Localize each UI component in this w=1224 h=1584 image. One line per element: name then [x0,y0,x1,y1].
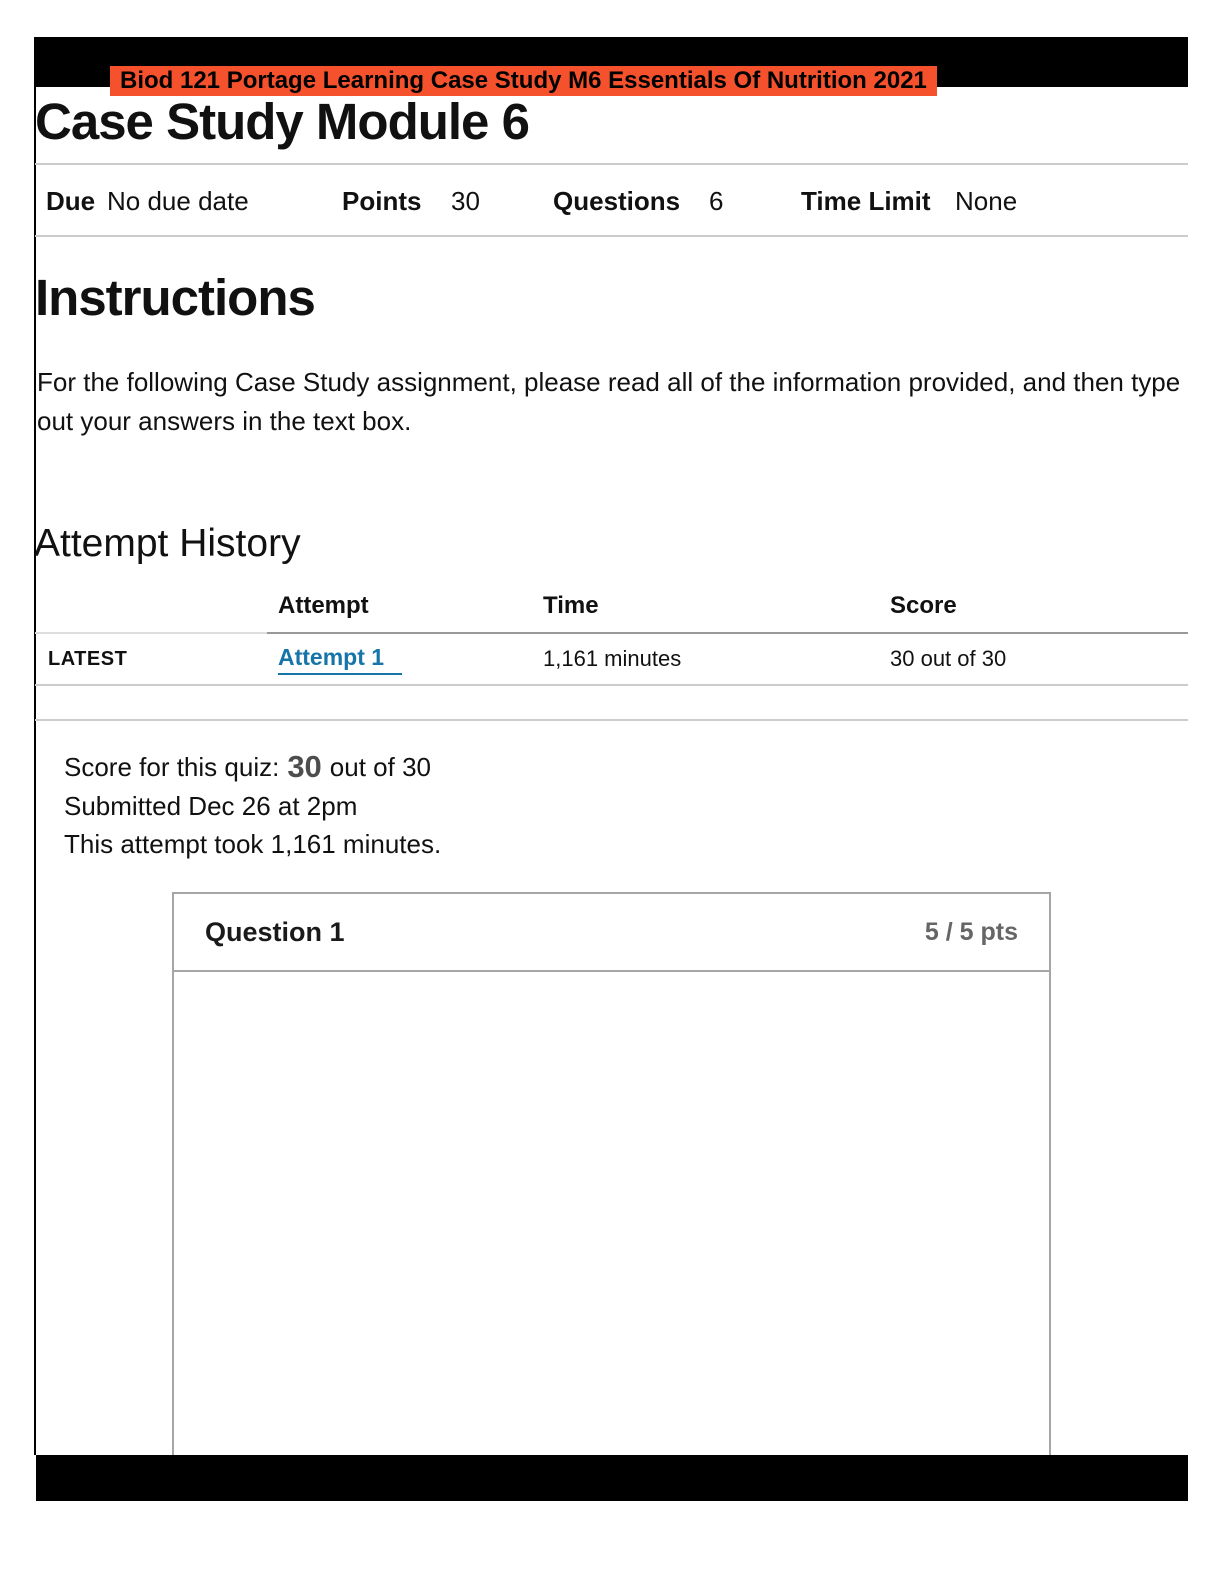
latest-attempt-tag: LATEST [48,648,128,670]
points-label: Points [342,186,422,216]
table-row-divider [35,684,1188,686]
attempt-history-heading: Attempt History [34,522,301,565]
question-1-box [172,892,1051,1455]
submitted-line: Submitted Dec 26 at 2pm [64,791,358,821]
document-title-highlight: Biod 121 Portage Learning Case Study M6 Essentials Of Nutrition 2021 [110,66,937,96]
due-label: Due [46,186,96,216]
column-header-time: Time [543,592,599,619]
attempt-time-value: 1,161 minutes [543,646,682,671]
quiz-score-line [64,748,431,784]
attempt-1-link[interactable]: Attempt 1 [278,644,402,675]
bottom-scan-bar [36,1455,1188,1501]
question-1-header [174,894,1049,972]
divider-top [35,163,1188,165]
instructions-heading: Instructions [35,269,315,326]
page-left-border [34,37,36,1455]
section-divider [35,719,1188,721]
questions-label: Questions [553,186,681,216]
score-value: 30 [287,749,322,784]
column-header-score: Score [890,592,957,619]
question-1-body [174,972,1049,1453]
instructions-text: For the following Case Study assignment, please read all of the information provided, and then type out your answers in the text box. [37,367,1181,436]
time-limit-label: Time Limit [801,186,931,216]
question-1-title: Question 1 [205,916,345,947]
table-header-underline-dark [267,632,1188,634]
points-value: 30 [451,186,480,216]
assignment-meta-row [0,186,1224,218]
questions-value: 6 [709,186,724,216]
divider-meta [35,235,1188,237]
time-limit-value: None [955,186,1018,216]
column-header-attempt: Attempt [278,592,369,619]
question-1-points-badge: 5 / 5 pts [924,917,1018,946]
page-title: Case Study Module 6 [35,93,529,150]
score-prefix: Score for this quiz: [64,752,280,782]
due-value: No due date [107,186,249,216]
attempt-duration-line: This attempt took 1,161 minutes. [64,829,442,859]
score-suffix: out of 30 [329,752,431,782]
attempt-score-value: 30 out of 30 [890,646,1007,671]
